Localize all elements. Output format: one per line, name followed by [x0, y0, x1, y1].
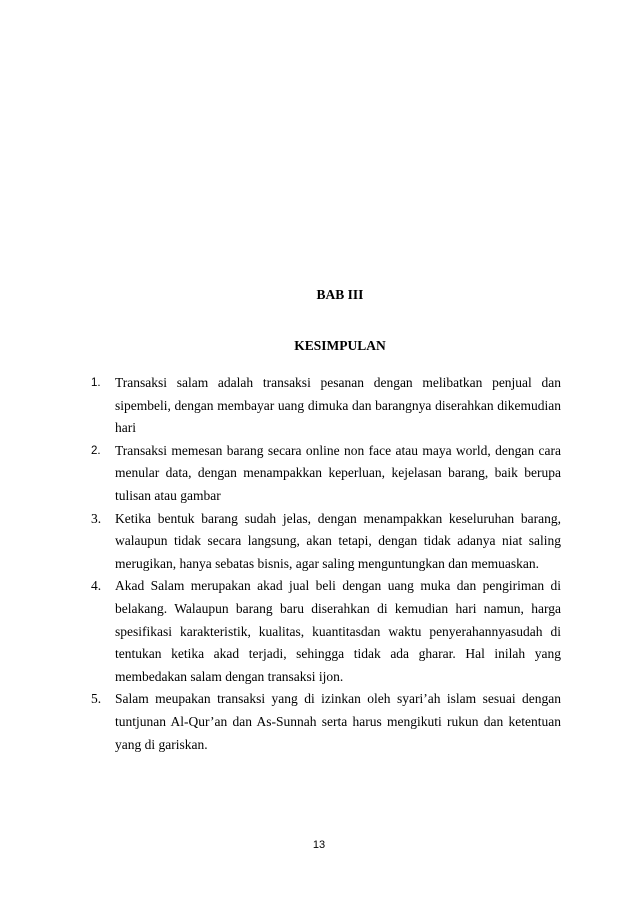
list-item-number: 1. — [91, 377, 101, 389]
list-item-text: Salam meupakan transaksi yang di izinkan oleh syari’ah islam sesuai dengan tuntjunan Al-Qur’an dan As-Sunnah serta harus mengikuti rukun dan ketentuan yang di gariskan. — [115, 691, 561, 752]
list-item-number: 2. — [91, 444, 101, 457]
section-heading: KESIMPULAN — [294, 338, 386, 353]
page-number: 13 — [312, 839, 326, 851]
list-item — [91, 688, 561, 756]
list-item — [91, 372, 561, 440]
list-item-text: Transaksi salam adalah transaksi pesanan dengan melibatkan penjual dan sipembeli, dengan membayar uang dimuka dan barangnya diserahkan dikemudian hari — [115, 375, 561, 436]
conclusion-list — [91, 372, 561, 756]
list-item-number: 5. — [91, 691, 102, 707]
list-item-text: Ketika bentuk barang sudah jelas, dengan menampakkan keseluruhan barang, walaupun tidak secara langsung, akan tetapi, dengan tidak adanya niat saling merugikan, hanya sebatas bisnis, agar saling menguntungkan dan memuaskan. — [115, 510, 561, 571]
list-item-text: Transaksi memesan barang secara online non face atau maya world, dengan cara menular data, dengan menampakkan keperluan, kejelasan barang, baik berupa tulisan atau gambar — [115, 442, 561, 503]
list-item — [91, 508, 561, 576]
list-item — [91, 575, 561, 688]
list-item-text: Akad Salam merupakan akad jual beli dengan uang muka dan pengiriman di belakang. Walaupun barang baru diserahkan di kemudian hari namun, harga spesifikasi karakteristik, kualitas, kuantitasdan waktu penyerahannyasudah di tentukan ketika akad terjadi, sehingga tidak ada gharar. Hal inilah yang membedakan salam dengan transaksi ijon. — [115, 578, 561, 684]
chapter-label: BAB III — [316, 287, 364, 302]
list-item-number: 4. — [91, 578, 102, 594]
list-item — [91, 440, 561, 508]
list-item-number: 3. — [91, 510, 102, 526]
